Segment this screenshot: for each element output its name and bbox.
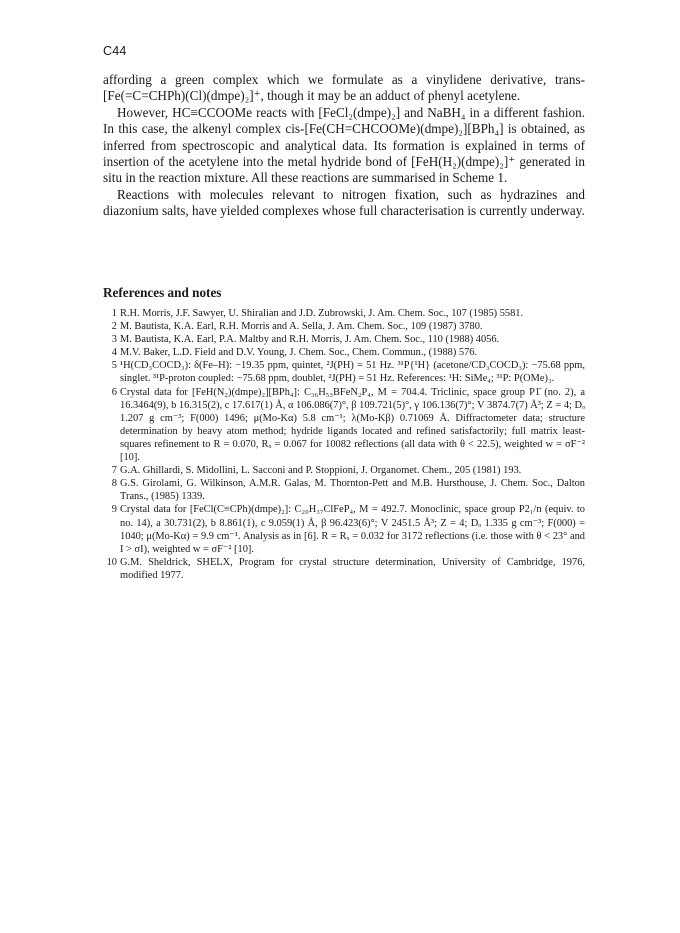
reference-text: G.M. Sheldrick, SHELX, Program for crystal structure determination, University of Cambridge, 1976, modified 1977.	[120, 556, 585, 581]
reference-item	[103, 307, 585, 320]
reference-number: 2	[111, 321, 117, 333]
reference-item	[103, 556, 585, 582]
reference-text: G.A. Ghillardi, S. Midollini, L. Sacconi and P. Stoppioni, J. Organomet. Chem., 205 (1981) 193.	[120, 465, 522, 477]
reference-text: M. Bautista, K.A. Earl, R.H. Morris and A. Sella, J. Am. Chem. Soc., 109 (1987) 3780.	[120, 321, 483, 333]
reference-number: 3	[111, 334, 117, 346]
reference-text: Crystal data for [FeCl(C≡CPh)(dmpe)₂]: C₂₀H₃₇ClFeP₄, M = 492.7. Monoclinic, space group P2₁/n (equiv. to no. 14), a 30.731(2), b 8.861(1), c 9.059(1) Å, β 96.423(6)°; V 2451.5 Å³; Z = 4; Dₒ 1.335 g cm⁻³; F(000) = 1040; μ(Mo-Kα) = 9.9 cm⁻¹. Analysis as in [6]. R = Rₓ = 0.032 for 3172 reflections (i.e. those with θ < 23° and I > σI), weighted w = σF⁻² [10].	[120, 504, 585, 555]
reference-item	[103, 333, 585, 346]
reference-number: 10	[106, 556, 117, 568]
reference-item	[103, 359, 585, 385]
reference-item	[103, 320, 585, 333]
body-paragraph: However, HC≡CCOOMe reacts with [FeCl₂(dmpe)₂] and NaBH₄ in a different fashion. In this case, the alkenyl complex cis-[Fe(CH=CHCOOMe)(dmpe)₂][BPh₄] is obtained, as inferred from spectroscopic and analytical data. Its formation is explained in terms of insertion of the acetylene into the metal hydride bond of [FeH(H₂)(dmpe)₂]⁺ generated in situ in the reaction mixture. All these reactions are summarised in Scheme 1.	[103, 104, 585, 186]
reference-number: 1	[111, 308, 117, 319]
body-text	[103, 72, 585, 220]
reference-text: M. Bautista, K.A. Earl, P.A. Maltby and R.H. Morris, J. Am. Chem. Soc., 110 (1988) 4056.	[120, 334, 500, 346]
reference-text: M.V. Baker, L.D. Field and D.V. Young, J. Chem. Soc., Chem. Commun., (1988) 576.	[120, 347, 478, 359]
reference-number: 6	[111, 386, 117, 398]
reference-number: 9	[111, 504, 117, 516]
body-paragraph: affording a green complex which we formulate as a vinylidene derivative, trans-[Fe(=C=CHPh)(Cl)(dmpe)₂]⁺, though it may be an adduct of phenyl acetylene.	[103, 72, 585, 104]
body-paragraph: Reactions with molecules relevant to nitrogen fixation, such as hydrazines and diazonium salts, have yielded complexes whose full characterisation is currently underway.	[103, 186, 585, 219]
reference-number: 4	[111, 347, 117, 359]
reference-item	[103, 503, 585, 555]
reference-text: R.H. Morris, J.F. Sawyer, U. Shiralian and J.D. Zubrowski, J. Am. Chem. Soc., 107 (1985) 5581.	[120, 308, 524, 319]
reference-text: G.S. Girolami, G. Wilkinson, A.M.R. Galas, M. Thornton-Pett and M.B. Hursthouse, J. Chem. Soc., Dalton Trans., (1985) 1339.	[120, 478, 585, 503]
reference-number: 5	[111, 360, 117, 372]
reference-text: ¹H(CD₃COCD₃): δ(Fe–H): −19.35 ppm, quintet, ²J(PH) = 51 Hz. ³¹P{¹H} (acetone/CD₃COCD₃): −75.68 ppm, singlet. ³¹P-proton coupled: −75.68 ppm, doublet, ²J(PH) = 51 Hz. References: ¹H: SiMe₄; ³¹P: P(OMe)₃.	[120, 360, 585, 385]
reference-text: Crystal data for [FeH(N₂)(dmpe)₂][BPh₄]: C₃₆H₅₃BFeN₂P₄, M = 704.4. Triclinic, space group P1̄ (no. 2), a 16.3464(9), b 16.315(2), c 17.617(1) Å, α 106.086(7)°, β 109.721(5)°, γ 106.136(7)°; V 3874.7(7) Å³; Z = 4; Dₒ 1.207 g cm⁻³; F(000) 1496; μ(Mo-Kα) 5.8 cm⁻¹; λ(Mo-Kβ) 0.71069 Å. Diffractometer data; structure determination by heavy atom method; hydride ligands located and refined satisfactorily; full matrix least-squares refinement to R = 0.070, Rₓ = 0.067 for 10082 reflections (all data with θ < 22.5), weighted w = σF⁻² [10].	[120, 386, 585, 464]
reference-number: 8	[111, 478, 117, 490]
reference-item	[103, 386, 585, 465]
reference-number: 7	[111, 465, 117, 477]
references-list	[103, 307, 585, 582]
references-heading: References and notes	[103, 285, 222, 300]
reference-item	[103, 477, 585, 503]
reference-item	[103, 464, 585, 477]
reference-item	[103, 346, 585, 359]
page-number: C44	[103, 44, 127, 58]
